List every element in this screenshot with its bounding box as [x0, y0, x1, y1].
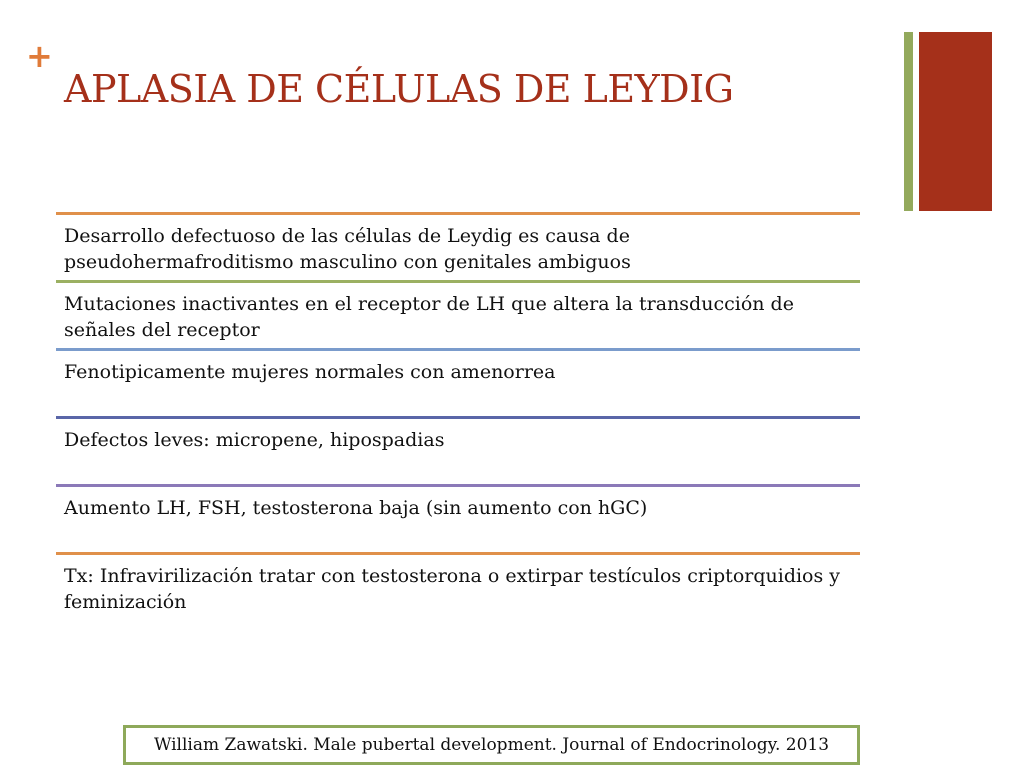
list-item	[56, 416, 860, 484]
list-item-text: Mutaciones inactivantes en el receptor de LH que altera la transducción de señales del receptor	[64, 293, 794, 341]
citation-box: William Zawatski. Male pubertal development. Journal of Endocrinology. 2013	[123, 725, 860, 765]
list-item	[56, 484, 860, 552]
list-item-text: Defectos leves: micropene, hipospadias	[64, 429, 445, 451]
accent-bar-red	[919, 32, 992, 211]
list-item	[56, 552, 860, 620]
plus-icon: +	[26, 37, 53, 75]
content-list	[56, 212, 860, 620]
list-item	[56, 212, 860, 280]
list-item	[56, 348, 860, 416]
list-item-text: Tx: Infravirilización tratar con testosterona o extirpar testículos criptorquidios y feminización	[64, 565, 841, 613]
list-item-text: Fenotipicamente mujeres normales con amenorrea	[64, 361, 556, 383]
slide-title: APLASIA DE CÉLULAS DE LEYDIG	[64, 67, 734, 111]
list-item-text: Aumento LH, FSH, testosterona baja (sin aumento con hGC)	[64, 497, 648, 519]
list-item-text: Desarrollo defectuoso de las células de Leydig es causa de pseudohermafroditismo masculino con genitales ambiguos	[64, 225, 631, 273]
accent-bar-green	[904, 32, 913, 211]
list-item	[56, 280, 860, 348]
